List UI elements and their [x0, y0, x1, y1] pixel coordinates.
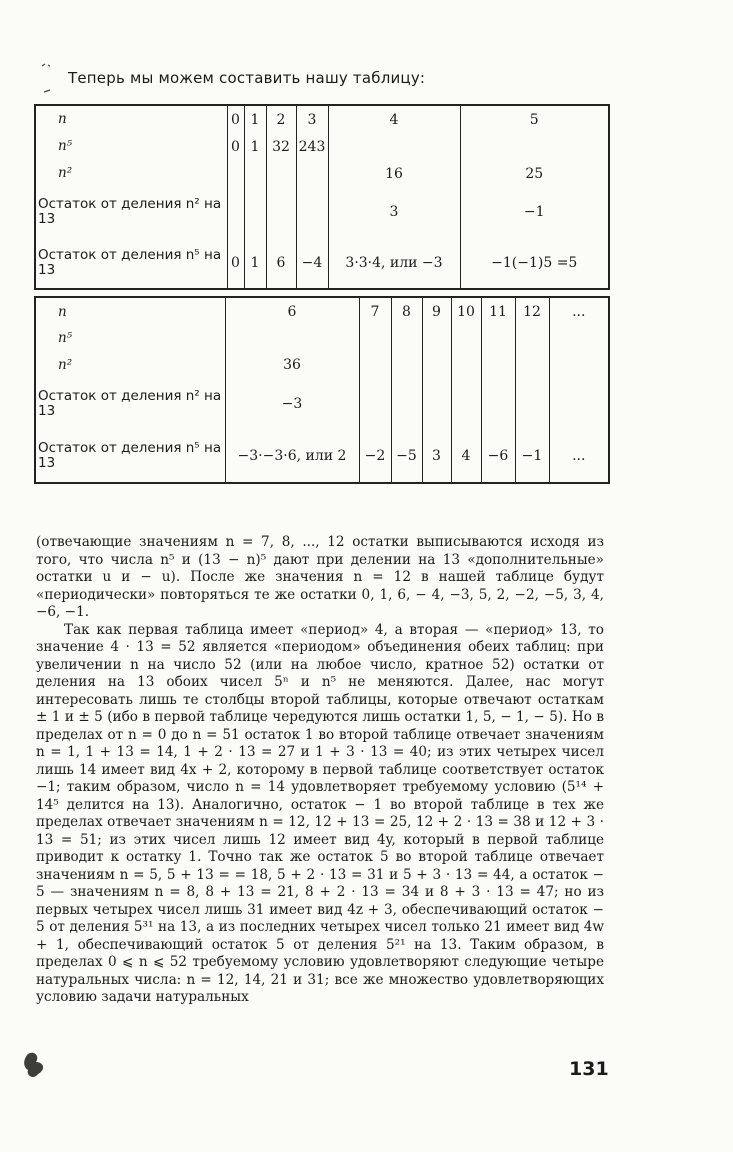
- table-cell: 2: [266, 105, 296, 133]
- row-label: Остаток от деления n⁵ на 13: [35, 430, 225, 483]
- table-cell: [460, 133, 609, 160]
- table-cell: [296, 160, 328, 187]
- table-row: [35, 430, 609, 483]
- row-label: n⁵: [35, 326, 225, 352]
- table-cell: 6: [266, 237, 296, 289]
- table-cell: [481, 379, 515, 430]
- table-cell: [328, 133, 460, 160]
- table-cell: 11: [481, 297, 515, 326]
- table-cell: 36: [225, 352, 359, 379]
- table-cell: [515, 352, 549, 379]
- table-cell: [244, 160, 266, 187]
- table-row: [35, 237, 609, 289]
- margin-marks: [40, 62, 60, 102]
- table-cell: 5: [460, 105, 609, 133]
- table-cell: [451, 352, 481, 379]
- table-second-grid: [34, 296, 610, 484]
- paragraph: Так как первая таблица имеет «период» 4, а вторая — «период» 13, то значение 4 · 13 = 52 является «периодом» объединения обеих таблиц: при увеличении n на число 52 (или на любое число, кратное 52) остатки от деления на 13 обоих чисел 5ⁿ и n⁵ не меняются. Далее, нас могут интересовать лишь те столбцы второй таблицы, которые отвечают остаткам ± 1 и ± 5 (ибо в первой таблице чередуются лишь остатки 1, 5, − 1, − 5). Но в пределах от n = 0 до n = 51 остаток 1 во второй таблице отвечает значениям n = 1, 1 + 13 = 14, 1 + 2 · 13 = 27 и 1 + 3 · 13 = 40; из этих четырех чисел лишь 14 имеет вид 4x + 2, которому в первой таблице соответствует остаток −1; таким образом, число n = 14 удовлетворяет требуемому условию (5¹⁴ + 14⁵ делится на 13). Аналогично, остаток − 1 во второй таблице в тех же пределах отвечает значениям n = 12, 12 + 13 = 25, 12 + 2 · 13 = 38 и 12 + 3 · 13 = 51; из этих чисел лишь 12 имеет вид 4y, который в первой таблице приводит к остатку 1. Точно так же остаток 5 во второй таблице отвечает значениям n = 5, 5 + 13 = = 18, 5 + 2 · 13 = 31 и 5 + 3 · 13 = 44, а остаток − 5 — значениям n = 8, 8 + 13 = 21, 8 + 2 · 13 = 34 и 8 + 3 · 13 = 47; но из первых четырех чисел лишь 31 имеет вид 4z + 3, обеспечивающий остаток − 5 от деления 5³¹ на 13, а из последних четырех чисел только 21 имеет вид 4w + 1, обеспечивающий остаток 5 от деления 5²¹ на 13. Таким образом, в пределах 0 ⩽ n ⩽ 52 требуемому условию удовлетворяют следующие четыре натуральных числа: n = 12, 14, 21 и 31; все же множество удовлетворяющих условию задачи натуральных: [36, 621, 604, 1005]
- ink-blot: [22, 1050, 48, 1080]
- table-cell: [549, 379, 609, 430]
- table-cell: 9: [422, 297, 451, 326]
- row-label: n²: [35, 160, 227, 187]
- table-cell: 7: [359, 297, 391, 326]
- table-cell: [422, 326, 451, 352]
- table-cell: 3: [328, 187, 460, 237]
- table-cell: 243: [296, 133, 328, 160]
- table-cell: 16: [328, 160, 460, 187]
- table-cell: 6: [225, 297, 359, 326]
- table-cell: [515, 379, 549, 430]
- table-cell: [359, 326, 391, 352]
- page-number: 131: [569, 1058, 609, 1080]
- row-label: Остаток от деления n⁵ на 13: [35, 237, 227, 289]
- table-cell: −1: [460, 187, 609, 237]
- table-cell: [549, 352, 609, 379]
- table-cell: [227, 187, 244, 237]
- table-row: [35, 133, 609, 160]
- table-cell: 3·3·4, или −3: [328, 237, 460, 289]
- table-cell: [422, 379, 451, 430]
- table-cell: 25: [460, 160, 609, 187]
- row-label: Остаток от деления n² на 13: [35, 187, 227, 237]
- table-cell: [266, 187, 296, 237]
- table-row: [35, 326, 609, 352]
- table-cell: 32: [266, 133, 296, 160]
- table-cell: 3: [422, 430, 451, 483]
- table-cell: −4: [296, 237, 328, 289]
- table-cell: 4: [451, 430, 481, 483]
- table-cell: [451, 379, 481, 430]
- row-label: n: [35, 297, 225, 326]
- table-cell: [481, 352, 515, 379]
- table-row: [35, 160, 609, 187]
- table-cell: ...: [549, 430, 609, 483]
- table-cell: 3: [296, 105, 328, 133]
- table-row: [35, 105, 609, 133]
- table-cell: [422, 352, 451, 379]
- table-cell: [244, 187, 266, 237]
- paragraph: (отвечающие значениям n = 7, 8, ..., 12 остатки выписываются исходя из того, что числа n⁵ и (13 − n)⁵ дают при делении на 13 «дополнительные» остатки u и − u). После же значения n = 12 в нашей таблице будут «периодически» повторяться те же остатки 0, 1, 6, − 4, −3, 5, 2, −2, −5, 3, 4, −6, −1.: [36, 534, 604, 620]
- body-text: [36, 534, 604, 1007]
- table-cell: −1: [515, 430, 549, 483]
- table-cell: [359, 352, 391, 379]
- table-cell: −2: [359, 430, 391, 483]
- table-cell: 10: [451, 297, 481, 326]
- table-first: [34, 104, 608, 290]
- row-label: n⁵: [35, 133, 227, 160]
- table-row: [35, 297, 609, 326]
- table-cell: [391, 326, 422, 352]
- table-cell: −5: [391, 430, 422, 483]
- table-cell: 0: [227, 237, 244, 289]
- table-cell: [296, 187, 328, 237]
- row-label: n: [35, 105, 227, 133]
- table-second: [34, 296, 608, 484]
- intro-line: Теперь мы можем составить нашу таблицу:: [68, 69, 426, 87]
- table-cell: ...: [549, 297, 609, 326]
- table-cell: 12: [515, 297, 549, 326]
- table-cell: −6: [481, 430, 515, 483]
- table-cell: [227, 160, 244, 187]
- table-row: [35, 379, 609, 430]
- table-cell: 8: [391, 297, 422, 326]
- table-cell: 1: [244, 105, 266, 133]
- table-cell: 4: [328, 105, 460, 133]
- table-row: [35, 352, 609, 379]
- table-cell: [225, 326, 359, 352]
- table-cell: 0: [227, 105, 244, 133]
- table-cell: [391, 379, 422, 430]
- table-row: [35, 187, 609, 237]
- table-cell: [266, 160, 296, 187]
- table-cell: [359, 379, 391, 430]
- table-cell: −3: [225, 379, 359, 430]
- table-cell: −3·−3·6, или 2: [225, 430, 359, 483]
- table-cell: 0: [227, 133, 244, 160]
- table-cell: [391, 352, 422, 379]
- table-cell: [481, 326, 515, 352]
- table-first-grid: [34, 104, 610, 290]
- table-cell: 1: [244, 237, 266, 289]
- table-cell: [549, 326, 609, 352]
- table-cell: [451, 326, 481, 352]
- table-cell: [515, 326, 549, 352]
- row-label: Остаток от деления n² на 13: [35, 379, 225, 430]
- table-cell: −1(−1)5 =5: [460, 237, 609, 289]
- row-label: n²: [35, 352, 225, 379]
- table-cell: 1: [244, 133, 266, 160]
